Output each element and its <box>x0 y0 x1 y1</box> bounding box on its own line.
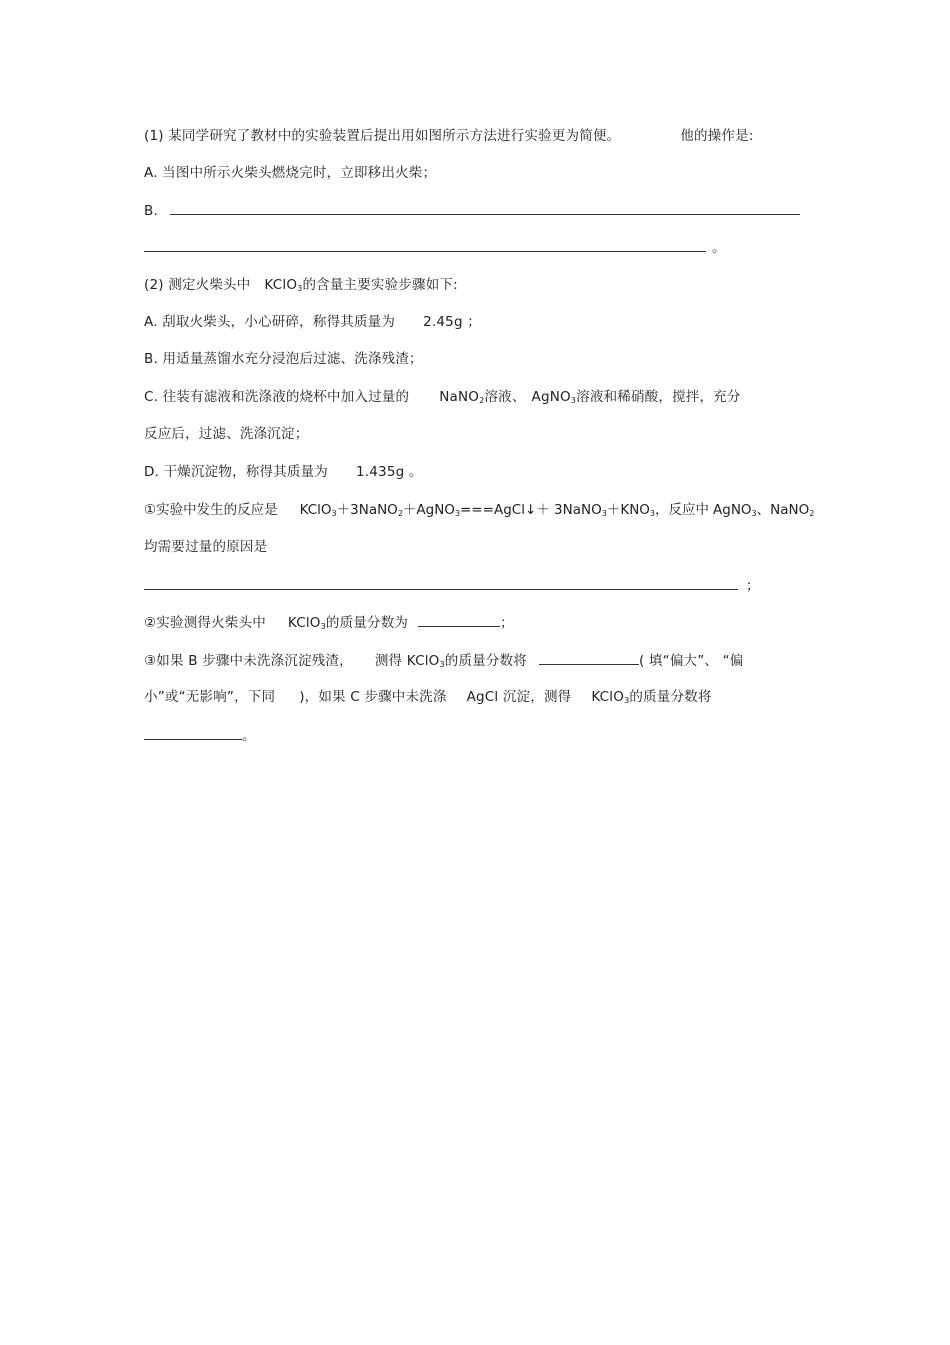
q2-sub1-sub-a: 3 <box>751 509 757 518</box>
q2-sub3-text-2: 测得 KClO <box>374 653 440 669</box>
q2-step-c-sub-a: 2 <box>479 396 485 405</box>
q2-sub3-answer-blank-1[interactable] <box>539 651 639 665</box>
q2-sub3-cont-text-4: 的质量分数将 <box>629 689 712 705</box>
equation-sub-2: 2 <box>397 509 403 518</box>
q2-step-c-sub-b: 3 <box>570 396 577 405</box>
equation-sub-3: 3 <box>454 509 461 518</box>
equation-part-2: ＋3NaNO <box>336 502 398 518</box>
q2-step-c-formula-agno3: AgNO <box>531 389 571 405</box>
q2-sub3-cont-text-2: )，如果 C 步骤中未洗涤 <box>299 689 447 705</box>
q2-intro-tail: 的含量主要实验步骤如下: <box>302 277 458 293</box>
q2-step-a <box>144 313 481 331</box>
q2-sub1-text-2: ，反应中 <box>655 502 710 518</box>
equation-part-5: ＋KNO <box>606 502 650 518</box>
q2-sub1-answer <box>144 576 760 595</box>
q1-step-a-text: A. 当图中所示火柴头燃烧完时，立即移出火柴； <box>144 165 437 181</box>
q1-intro-tail: 他的操作是: <box>680 128 754 144</box>
q2-intro <box>144 276 458 294</box>
q2-sub3-text-4: ( 填“偏大”、 “偏 <box>638 653 744 669</box>
q2-step-d-text: D. 干燥沉淀物，称得其质量为 <box>144 464 328 480</box>
q2-sub2-formula-sub: 3 <box>320 622 326 631</box>
q2-sub3-cont-formula: KClO <box>591 689 625 705</box>
q2-sub3-text-3: 的质量分数将 <box>444 653 527 669</box>
q2-intro-formula: KClO <box>264 277 298 293</box>
q1-intro <box>144 127 754 145</box>
q2-sub3-answer <box>144 726 256 745</box>
q2-step-c <box>144 388 741 406</box>
q2-step-b-text: B. 用适量蒸馏水充分浸泡后过滤、洗涤残渣； <box>144 351 423 367</box>
q2-sub2-text: ②实验测得火柴头中 <box>144 615 266 631</box>
q1-step-b-cont <box>144 238 726 257</box>
q2-sub2-end: ； <box>500 615 514 631</box>
equation-part-3: ＋AgNO <box>402 502 455 518</box>
q2-step-c-text-3: 溶液和稀硝酸，搅拌，充分 <box>576 389 741 405</box>
q2-sub3-cont-sub: 3 <box>624 696 630 705</box>
q2-sub1-sub-b: 2 <box>809 509 815 518</box>
q2-intro-formula-sub: 3 <box>297 284 303 293</box>
q2-sub1 <box>144 501 814 519</box>
q2-intro-text: (2) 测定火柴头中 <box>144 277 251 293</box>
q1-step-b-label: B. <box>144 203 158 219</box>
q1-intro-text: (1) 某同学研究了教材中的实验装置后提出用如图所示方法进行实验更为简便。 <box>144 128 621 144</box>
equation-sub-5: 3 <box>649 509 656 518</box>
q2-sub3 <box>144 651 744 670</box>
q2-step-d-value: 1.435g 。 <box>355 464 423 480</box>
q2-sub1-semicolon: ； <box>746 578 760 594</box>
q2-step-a-value: 2.45g ； <box>423 314 481 330</box>
q2-sub2-formula: KClO <box>287 615 321 631</box>
q1-end-mark: 。 <box>712 240 726 256</box>
q2-step-c-text: C. 往装有滤液和洗涤液的烧杯中加入过量的 <box>144 389 410 405</box>
q2-step-b <box>144 350 423 368</box>
q1-step-a <box>144 164 436 182</box>
q1-step-b-answer-blank[interactable] <box>170 201 800 215</box>
equation-part-4: ===AgCl↓＋ 3NaNO <box>460 502 602 518</box>
q2-step-c-cont <box>144 425 308 443</box>
q2-sub3-cont <box>144 688 712 706</box>
q1-step-b <box>144 201 800 220</box>
q2-step-c-text-2: 溶液、 <box>484 389 526 405</box>
q2-sub1-cont-text: 均需要过量的原因是 <box>144 539 268 555</box>
q2-sub2 <box>144 613 514 632</box>
q2-sub3-cont-text-3: AgCl 沉淀，测得 <box>466 689 572 705</box>
q2-sub1-cont <box>144 538 267 556</box>
q2-sub3-end: 。 <box>242 728 256 744</box>
equation-sub-1: 3 <box>331 509 337 518</box>
q2-sub3-answer-blank-2[interactable] <box>144 726 242 740</box>
q2-sub3-cont-text: 小”或“无影响”，下同 <box>144 689 276 705</box>
q2-step-c-cont-text: 反应后，过滤、洗涤沉淀； <box>144 426 309 442</box>
q1-step-b-answer-blank-cont[interactable] <box>144 238 706 252</box>
q2-sub3-text: ③如果 B 步骤中未洗涤沉淀残渣， <box>144 653 353 669</box>
q2-sub1-answer-blank[interactable] <box>144 576 738 590</box>
q2-sub2-answer-blank[interactable] <box>418 613 500 627</box>
equation-part-1: KClO <box>299 502 332 518</box>
q2-step-d <box>144 463 423 481</box>
q2-sub1-formula-nano2: 、NaNO <box>756 502 810 518</box>
q2-sub2-text-2: 的质量分数为 <box>325 615 409 631</box>
q2-sub1-text: ①实验中发生的反应是 <box>144 502 278 518</box>
q2-step-a-text: A. 刮取火柴头，小心研碎，称得其质量为 <box>144 314 396 330</box>
q2-step-c-formula-nano2: NaNO <box>439 389 480 405</box>
equation-sub-4: 3 <box>601 509 607 518</box>
q2-sub3-sub-a: 3 <box>439 660 445 669</box>
q2-sub1-formula-agno3: AgNO <box>713 502 752 518</box>
